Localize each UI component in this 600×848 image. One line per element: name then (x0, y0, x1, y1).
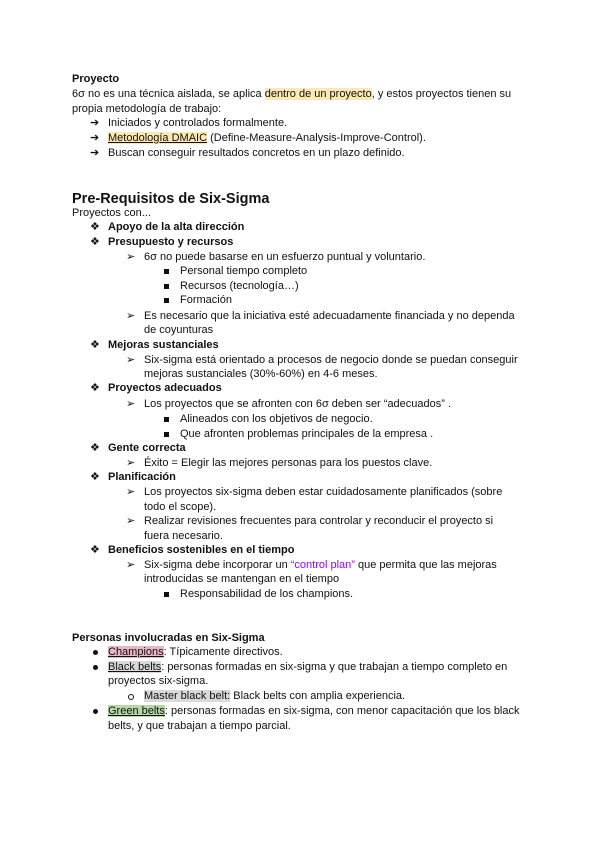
diamond-bullet-icon: ❖ (90, 471, 100, 483)
list-item: Black belts: personas formadas en six-sigma y que trabajan a tiempo completo en (108, 661, 508, 673)
arrowhead-bullet-icon: ➢ (126, 251, 136, 263)
diamond-bullet-icon: ❖ (90, 382, 100, 394)
list-item-continuation: fuera necesario. (144, 530, 223, 542)
list-item: Los proyectos que se afronten con 6σ deben ser “adecuados” . (144, 398, 452, 410)
arrowhead-bullet-icon: ➢ (126, 310, 136, 322)
control-plan-link: “control plan” (290, 559, 355, 571)
list-item: Green belts: personas formadas en six-sigma, con menor capacitación que los black (108, 705, 520, 717)
square-bullet-icon (164, 269, 169, 274)
square-bullet-icon (164, 284, 169, 289)
arrowhead-bullet-icon: ➢ (126, 457, 136, 469)
square-bullet-icon (164, 592, 169, 597)
arrowhead-bullet-icon: ➢ (126, 559, 136, 571)
list-item: 6σ no puede basarse en un esfuerzo puntual y voluntario. (144, 251, 426, 263)
list-item: Realizar revisiones frecuentes para controlar y reconducir el proyecto si (144, 515, 494, 527)
list-item-continuation: belts, y que trabajan a tiempo parcial. (108, 720, 291, 732)
list-item: Alineados con los objetivos de negocio. (180, 413, 373, 425)
list-item: Responsabilidad de los champions. (180, 588, 354, 600)
arrow-icon: ➔ (90, 147, 100, 159)
list-item: Presupuesto y recursos (108, 236, 234, 248)
list-item-continuation: introducidas se mantengan en el tiempo (144, 573, 340, 585)
list-item: Master black belt: Black belts con amplia experiencia. (144, 690, 406, 702)
list-item: Metodología DMAIC (Define-Measure-Analysis-Improve-Control). (108, 132, 426, 144)
diamond-bullet-icon: ❖ (90, 339, 100, 351)
square-bullet-icon (164, 417, 169, 422)
square-bullet-icon (164, 298, 169, 303)
bullet-icon (93, 665, 98, 670)
square-bullet-icon (164, 432, 169, 437)
list-item: Éxito = Elegir las mejores personas para los puestos clave. (144, 457, 433, 469)
section-heading-prerequisitos: Pre-Requisitos de Six-Sigma (72, 191, 270, 207)
diamond-bullet-icon: ❖ (90, 221, 100, 233)
bullet-icon (93, 709, 98, 714)
arrowhead-bullet-icon: ➢ (126, 515, 136, 527)
arrowhead-bullet-icon: ➢ (126, 398, 136, 410)
list-item: Apoyo de la alta dirección (108, 221, 245, 233)
list-item: Personal tiempo completo (180, 265, 308, 277)
bullet-icon (93, 650, 98, 655)
list-item: Iniciados y controlados formalmente. (108, 117, 288, 129)
list-item: Champions: Típicamente directivos. (108, 646, 283, 658)
diamond-bullet-icon: ❖ (90, 442, 100, 454)
list-item: Proyectos adecuados (108, 382, 222, 394)
list-item: Six-sigma está orientado a procesos de negocio donde se puedan conseguir (144, 354, 518, 366)
section-heading-proyecto: Proyecto (72, 73, 120, 85)
list-item: Los proyectos six-sigma deben estar cuidadosamente planificados (sobre (144, 486, 503, 498)
section-heading-personas: Personas involucradas en Six-Sigma (72, 632, 265, 644)
diamond-bullet-icon: ❖ (90, 544, 100, 556)
arrow-icon: ➔ (90, 117, 100, 129)
list-item: Es necesario que la iniciativa esté adecuadamente financiada y no dependa (144, 310, 515, 322)
diamond-bullet-icon: ❖ (90, 236, 100, 248)
list-item-continuation: mejoras sustanciales (30%-60%) en 4-6 meses. (144, 368, 378, 380)
list-item: Beneficios sostenibles en el tiempo (108, 544, 295, 556)
arrow-icon: ➔ (90, 132, 100, 144)
list-item-continuation: todo el scope). (144, 501, 217, 513)
list-item: Planificación (108, 471, 176, 483)
subheading-text: Proyectos con... (72, 207, 151, 219)
list-item-continuation: proyectos six-sigma. (108, 675, 209, 687)
list-item-continuation: de coyunturas (144, 324, 214, 336)
arrowhead-bullet-icon: ➢ (126, 486, 136, 498)
list-item: Buscan conseguir resultados concretos en un plazo definido. (108, 147, 405, 159)
list-item: Que afronten problemas principales de la empresa . (180, 428, 434, 440)
list-item: Mejoras sustanciales (108, 339, 219, 351)
list-item: Six-sigma debe incorporar un “control plan” que permita que las mejoras (144, 559, 497, 571)
list-item: Gente correcta (108, 442, 186, 454)
hollow-bullet-icon (128, 694, 134, 700)
list-item: Formación (180, 294, 232, 306)
list-item: Recursos (tecnología…) (180, 280, 299, 292)
intro-line-2: propia metodología de trabajo: (72, 103, 222, 115)
intro-line-1: 6σ no es una técnica aislada, se aplica dentro de un proyecto, y estos proyectos tienen su (72, 88, 512, 100)
arrowhead-bullet-icon: ➢ (126, 354, 136, 366)
